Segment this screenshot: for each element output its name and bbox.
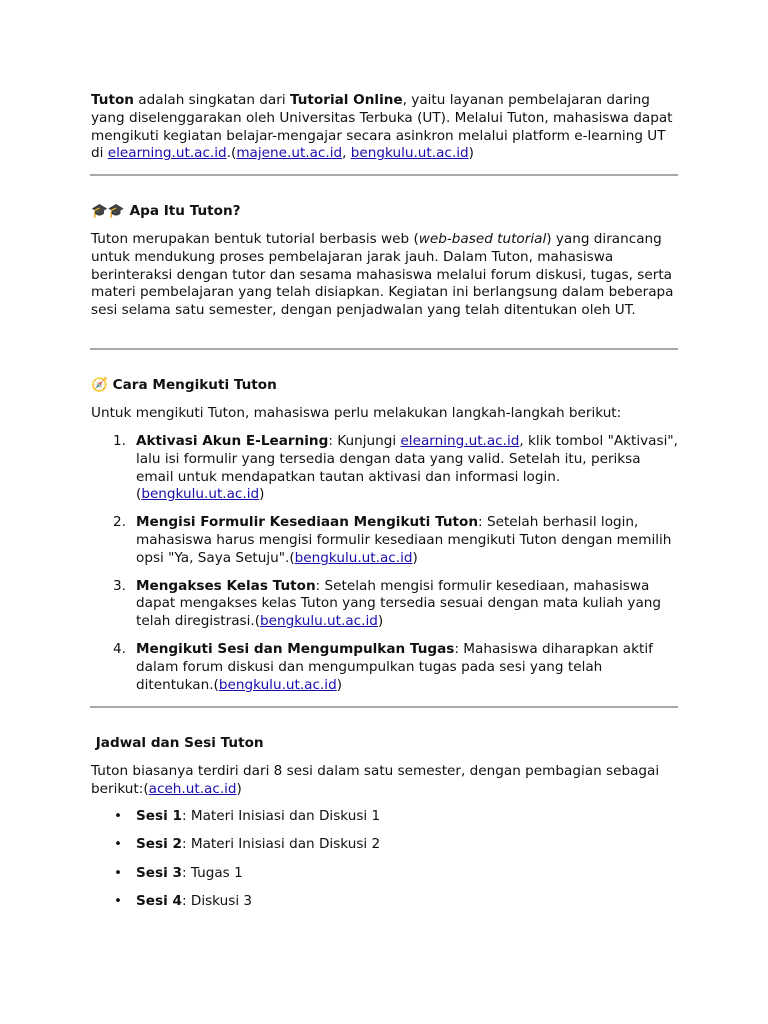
paragraph-text-end: ) yang dirancang untuk mendukung proses pembelajaran jarak jauh. Dalam Tuton, mahasiswa berinteraksi dengan tutor dan sesama mahasiswa melalui forum diskusi, tugas, serta materi pembelajaran yang telah disiapkan. Kegiatan ini berlangsung dalam beberapa sesi selama satu semester, dengan penjadwalan yang telah ditentukan oleh UT. xyxy=(91,231,674,319)
link-bengkulu[interactable]: bengkulu.ut.ac.id xyxy=(294,549,413,566)
session-item xyxy=(91,808,681,826)
step-close: ) xyxy=(259,486,265,503)
step-text-pre: : Kunjungi xyxy=(328,433,401,449)
session-text: : Tugas 1 xyxy=(181,864,243,881)
intro-text-2: , yaitu layanan pembelajaran daring yang diselenggarakan oleh Universitas Terbuka (UT). Melalui Tuton, mahasiswa dapat mengikuti kegiatan belajar-mengajar secara asinkron melalui platform e-learning UT di xyxy=(91,92,673,162)
section-3-lead xyxy=(91,763,681,799)
steps-list xyxy=(91,433,681,694)
session-label: Sesi 4 xyxy=(136,893,182,910)
session-item xyxy=(91,893,681,911)
session-item xyxy=(91,836,681,854)
session-text: : Materi Inisiasi dan Diskusi 1 xyxy=(181,808,381,824)
intro-section xyxy=(91,92,681,163)
session-item xyxy=(91,865,681,883)
link-bengkulu[interactable]: bengkulu.ut.ac.id xyxy=(350,145,469,162)
bullet-icon: • xyxy=(114,836,123,853)
sessions-list-container xyxy=(91,808,681,922)
link-aceh[interactable]: aceh.ut.ac.id xyxy=(148,780,237,797)
step-title: Mengikuti Sesi dan Mengumpulkan Tugas xyxy=(136,640,455,657)
link-elearning[interactable]: elearning.ut.ac.id xyxy=(400,433,520,449)
step-title: Mengisi Formulir Kesediaan Mengikuti Tuton xyxy=(136,514,479,531)
link-bengkulu[interactable]: bengkulu.ut.ac.id xyxy=(260,613,378,630)
step-item xyxy=(91,433,681,504)
bullet-icon: • xyxy=(114,808,123,824)
divider xyxy=(90,348,678,350)
intro-text-1: adalah singkatan dari xyxy=(133,92,290,108)
step-close: ) xyxy=(412,549,418,566)
section-heading: 🧭 Cara Mengikuti Tuton xyxy=(91,377,277,393)
step-title: Aktivasi Akun E-Learning xyxy=(136,433,329,449)
paragraph-text-start: Tuton merupakan bentuk tutorial berbasis web ( xyxy=(91,231,419,247)
step-number: 4. xyxy=(113,640,126,657)
divider xyxy=(90,706,678,708)
step-close: ) xyxy=(377,613,384,630)
section-1-body xyxy=(91,231,681,320)
bullet-icon: • xyxy=(114,864,123,881)
step-number: 3. xyxy=(113,577,126,594)
section-cara-mengikuti xyxy=(91,377,681,395)
intro-text-3: .( xyxy=(226,145,237,162)
lead-text: Tuton biasanya terdiri dari 8 sesi dalam satu semester, dengan pembagian sebagai berikut:( xyxy=(91,763,660,797)
sessions-list xyxy=(91,808,681,911)
step-item xyxy=(91,514,681,567)
intro-separator: , xyxy=(342,145,351,162)
session-text: : Materi Inisiasi dan Diskusi 2 xyxy=(181,836,381,853)
intro-paragraph xyxy=(91,92,681,163)
link-bengkulu[interactable]: bengkulu.ut.ac.id xyxy=(141,486,260,503)
section-paragraph xyxy=(91,231,681,320)
session-label: Sesi 1 xyxy=(136,808,182,824)
steps-list-container xyxy=(91,433,681,704)
session-label: Sesi 3 xyxy=(136,864,182,881)
step-text: , klik tombol "Aktivasi", lalu isi formulir yang tersedia dengan data yang valid. Setelah itu, periksa email untuk mendapatkan tautan aktivasi dan informasi login. ( xyxy=(136,433,678,503)
step-item xyxy=(91,578,681,631)
step-text: : Setelah berhasil login, mahasiswa harus mengisi formulir kesediaan mengikuti Tuton dengan memilih opsi "Ya, Saya Setuju".( xyxy=(136,514,672,566)
paragraph-emphasis: web-based tutorial xyxy=(418,231,547,247)
session-text: : Diskusi 3 xyxy=(181,893,253,910)
session-label: Sesi 2 xyxy=(136,836,182,853)
lead-close: ) xyxy=(236,780,242,797)
step-text: : Mahasiswa diharapkan aktif dalam forum diskusi dan mengumpulkan tugas pada sesi yang telah ditentukan.( xyxy=(136,640,653,693)
section-2-lead xyxy=(91,405,681,423)
intro-bold-term: Tutorial Online xyxy=(289,92,403,108)
step-title: Mengakses Kelas Tuton xyxy=(136,577,316,594)
step-number: 1. xyxy=(113,433,126,449)
link-bengkulu[interactable]: bengkulu.ut.ac.id xyxy=(218,676,337,693)
intro-text-4: ) xyxy=(468,145,474,162)
step-text: : Setelah mengisi formulir kesediaan, mahasiswa dapat mengakses kelas Tuton yang tersedia sesuai dengan mata kuliah yang telah diregistrasi.( xyxy=(136,577,662,630)
bullet-icon: • xyxy=(114,893,123,910)
section-jadwal-sesi xyxy=(91,735,681,753)
section-apa-itu-tuton xyxy=(91,203,681,221)
section-heading: Jadwal dan Sesi Tuton xyxy=(91,735,264,751)
intro-term: Tuton xyxy=(91,92,134,108)
link-elearning[interactable]: elearning.ut.ac.id xyxy=(107,145,227,162)
link-majene[interactable]: majene.ut.ac.id xyxy=(236,145,343,162)
section-heading: 🎓🎓 Apa Itu Tuton? xyxy=(91,203,241,219)
divider xyxy=(90,174,678,176)
step-number: 2. xyxy=(113,514,126,531)
step-item xyxy=(91,641,681,694)
section-lead xyxy=(91,763,681,799)
section-lead: Untuk mengikuti Tuton, mahasiswa perlu melakukan langkah-langkah berikut: xyxy=(91,405,622,421)
step-close: ) xyxy=(336,676,343,693)
